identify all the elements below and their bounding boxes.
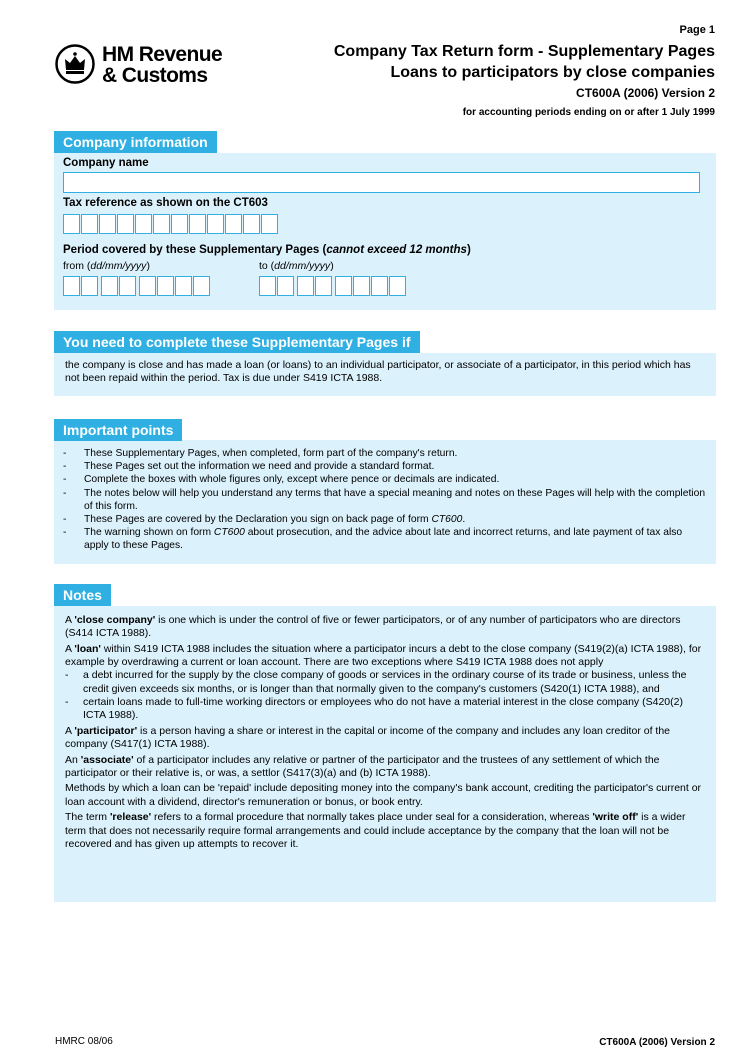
tax-ref-box[interactable]	[171, 214, 188, 234]
tax-ref-box[interactable]	[261, 214, 278, 234]
date-box[interactable]	[157, 276, 174, 296]
list-item: - These Supplementary Pages, when completed, form part of the company's return.	[63, 448, 458, 459]
note-exception-2: - certain loans made to full-time working directors or employees who do not have a material interest in the close company (S420(2) ICTA 1988).	[65, 695, 683, 721]
crown-icon	[55, 44, 95, 84]
tax-ref-boxes[interactable]	[63, 214, 279, 234]
tax-ref-label: Tax reference as shown on the CT603	[63, 197, 268, 209]
hmrc-logo	[55, 44, 225, 88]
list-item: - These Pages are covered by the Declaration you sign on back page of form CT600.	[63, 514, 466, 526]
form-title: Company Tax Return form - Supplementary Pages	[333, 43, 715, 60]
notes-tab: Notes	[54, 584, 111, 606]
from-date-boxes[interactable]	[63, 276, 211, 296]
to-date-boxes[interactable]	[259, 276, 407, 296]
tax-ref-box[interactable]	[243, 214, 260, 234]
date-box[interactable]	[259, 276, 276, 296]
note-associate: An 'associate' of a participator includes any relative or partner of the participator and the trustees of any settlement of which the participator or their relative is, or was, a settlor (S417(3)(a) and (b) ICTA 1988).	[65, 753, 660, 779]
date-box[interactable]	[193, 276, 210, 296]
period-label: Period covered by these Supplementary Pages (cannot exceed 12 months)	[63, 244, 471, 256]
notes-body	[65, 614, 707, 853]
date-box[interactable]	[139, 276, 156, 296]
date-box[interactable]	[389, 276, 406, 296]
tax-ref-box[interactable]	[63, 214, 80, 234]
note-repaid: Methods by which a loan can be 'repaid' include depositing money into the company's bank account, crediting the participator's current or loan account with a dividend, director's remuneration or bonus, or book entry.	[65, 782, 702, 808]
tax-ref-box[interactable]	[117, 214, 134, 234]
date-box[interactable]	[297, 276, 314, 296]
tax-ref-box[interactable]	[99, 214, 116, 234]
logo-line1: HM Revenue	[102, 43, 223, 66]
complete-if-tab: You need to complete these Supplementary Pages if	[54, 331, 420, 353]
footer-left: HMRC 08/06	[55, 1036, 113, 1047]
date-box[interactable]	[335, 276, 352, 296]
note-exception-1: - a debt incurred for the supply by the close company of goods or services in the ordinary course of its trade or business, unless the credit given exceeds six months, or is longer than that normally given to the company's customers (S420(1) ICTA 1988), and	[65, 669, 687, 695]
list-item: - Complete the boxes with whole figures only, except where pence or decimals are indicated.	[63, 474, 500, 486]
company-name-label: Company name	[63, 157, 149, 169]
tax-ref-box[interactable]	[153, 214, 170, 234]
date-box[interactable]	[277, 276, 294, 296]
date-box[interactable]	[63, 276, 80, 296]
note-participator: A 'participator' is a person having a share or interest in the capital or income of the company and includes any loan creditor of the company (S417(1) ICTA 1988).	[65, 724, 670, 750]
footer-right: CT600A (2006) Version 2	[599, 1037, 715, 1048]
form-subtitle: Loans to participators by close companies	[390, 64, 715, 81]
logo-text	[102, 44, 222, 86]
date-box[interactable]	[315, 276, 332, 296]
tax-ref-box[interactable]	[135, 214, 152, 234]
period-note: for accounting periods ending on or after 1 July 1999	[462, 107, 715, 118]
tax-ref-box[interactable]	[225, 214, 242, 234]
important-list	[63, 447, 708, 553]
company-name-input[interactable]	[63, 172, 700, 193]
tax-ref-box[interactable]	[81, 214, 98, 234]
date-box[interactable]	[81, 276, 98, 296]
to-label: to (dd/mm/yyyy)	[259, 260, 334, 272]
company-info-tab: Company information	[54, 131, 217, 153]
tax-ref-box[interactable]	[207, 214, 224, 234]
form-code: CT600A (2006) Version 2	[576, 86, 715, 100]
date-box[interactable]	[175, 276, 192, 296]
date-box[interactable]	[371, 276, 388, 296]
complete-if-text: the company is close and has made a loan (or loans) to an individual participator, or associate of a participator, in this period which has not been repaid within the period. Tax is due under S419 ICTA 1988.	[65, 359, 691, 385]
logo-line2: & Customs	[102, 64, 208, 87]
list-item: - These Pages set out the information we need and provide a standard format.	[63, 461, 435, 473]
page-label: Page 1	[679, 24, 715, 36]
date-box[interactable]	[119, 276, 136, 296]
date-box[interactable]	[353, 276, 370, 296]
note-close-company: A 'close company' is one which is under the control of five or fewer participators, or of any number of participators who are directors (S414 ICTA 1988).	[65, 614, 681, 640]
list-item: - The warning shown on form CT600 about prosecution, and the advice about late and incorrect returns, and late payment of tax also apply to these Pages.	[63, 527, 683, 552]
tax-ref-box[interactable]	[189, 214, 206, 234]
important-tab: Important points	[54, 419, 182, 441]
note-release: The term 'release' refers to a formal procedure that normally takes place under seal for a consideration, whereas 'write off' is a wider term that does not necessarily require formal arrangements and could include acceptance by the company that the loan will not be recovered and has given up attempts to recover it.	[65, 811, 686, 850]
list-item: - The notes below will help you understand any terms that have a special meaning and notes on these Pages will help with the completion of this form.	[63, 487, 706, 512]
note-loan: A 'loan' within S419 ICTA 1988 includes the situation where a participator incurs a debt to the close company (S419(2)(a) ICTA 1988), for example by overdrawing a current or loan account. There are two exceptions where S419 ICTA 1988 does not apply	[65, 642, 702, 669]
date-box[interactable]	[101, 276, 118, 296]
from-label: from (dd/mm/yyyy)	[63, 260, 150, 272]
